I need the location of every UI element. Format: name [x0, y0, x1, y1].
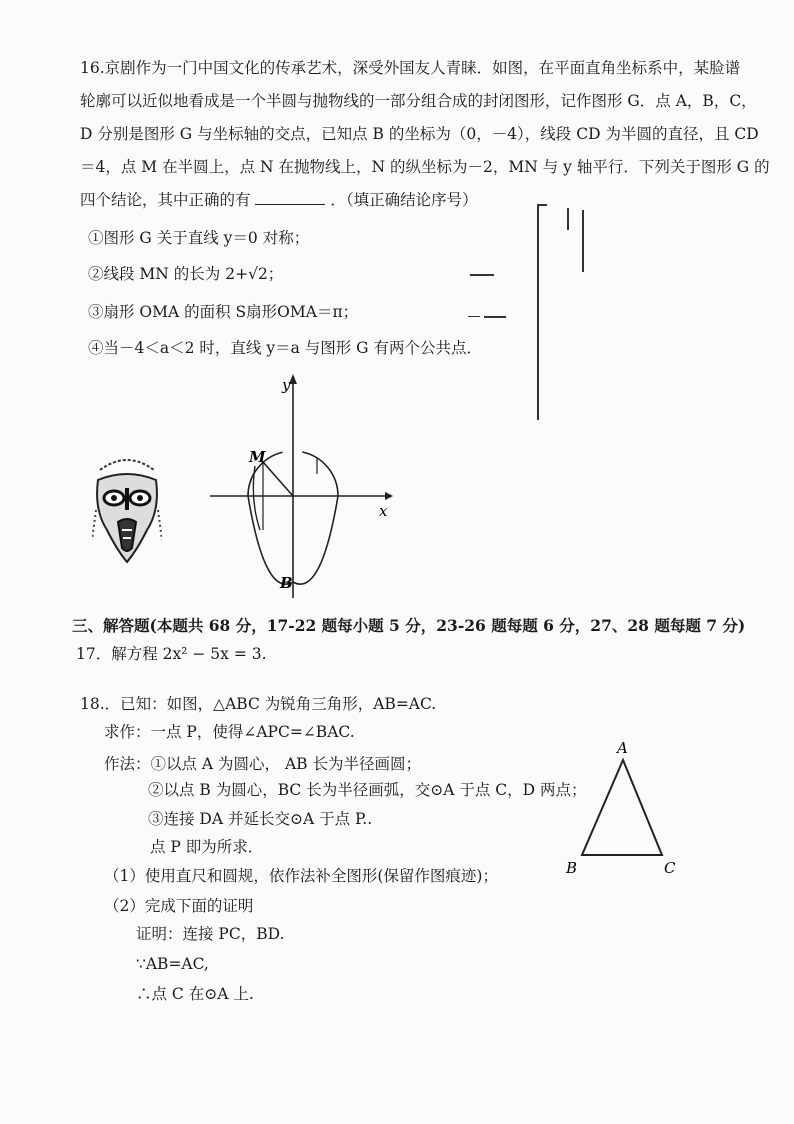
point-b-label: B: [280, 574, 293, 592]
q16-line-3: D 分别是图形 G 与坐标轴的交点，已知点 B 的坐标为（0，－4），线段 CD 为半圆的直径，且 CD: [80, 125, 759, 143]
q18-proof-because: ∵AB=AC,: [136, 955, 209, 973]
section-3-header: 三、解答题(本题共 68 分，17-22 题每小题 5 分，23-26 题每题 6 分，27、28 题每题 7 分): [72, 616, 746, 635]
y-axis-label: y: [282, 376, 291, 394]
q18-step-1: 作法：①以点 A 为圆心， AB 长为半径画圆；: [104, 755, 421, 773]
q18-conclusion: 点 P 即为所求．: [150, 838, 264, 856]
q16-option-2: ②线段 MN 的长为 2+√2；: [88, 265, 284, 283]
mn-segment-curve: [253, 466, 260, 530]
q18-construct: 求作：一点 P，使得∠APC=∠BAC.: [104, 723, 355, 741]
q18-proof-therefore: ∴点 C 在⊙A 上.: [136, 985, 254, 1003]
scan-artifact-line: [567, 208, 569, 230]
question-16: [80, 58, 770, 358]
q16-line-2: 轮廓可以近似地看成是一个半圆与抛物线的一部分组合成的封闭图形，记作图形 G．点 A，B，C，: [80, 92, 757, 110]
vertex-a-label: A: [617, 739, 628, 757]
radius-om: [263, 462, 293, 496]
q16-option-1: ①图形 G 关于直线 y＝0 对称；: [88, 229, 310, 247]
scan-artifact-line: [468, 316, 480, 317]
scan-artifact-line: [470, 274, 494, 276]
opera-mask-illustration: [92, 450, 162, 580]
scan-artifact-line: [582, 210, 584, 272]
vertex-c-label: C: [664, 859, 676, 877]
triangle-abc-figure: [560, 735, 690, 880]
q16-line-4: ＝4，点 M 在半圆上，点 N 在抛物线上，N 的纵坐标为－2，MN 与 y 轴平行．下列关于图形 G 的: [80, 158, 770, 176]
scan-artifact-line: [537, 204, 547, 206]
x-axis-label: x: [379, 502, 388, 520]
triangle-abc: [582, 760, 662, 855]
q18-proof-start: 证明：连接 PC，BD.: [136, 925, 285, 943]
q16-line-5-tail: ．（填正确结论序号）: [330, 191, 478, 209]
scan-artifact-line: [537, 204, 539, 420]
q18-step-2: ②以点 B 为圆心，BC 长为半径画弧，交⊙A 于点 C，D 两点；: [148, 781, 587, 799]
q18-step-3: ③连接 DA 并延长交⊙A 于点 P..: [148, 810, 373, 828]
q18-given: 18.．已知：如图，△ABC 为锐角三角形，AB=AC.: [80, 695, 437, 713]
q16-line-5-text: 四个结论，其中正确的有: [80, 191, 251, 209]
x-axis-arrow: [385, 492, 393, 500]
answer-blank: [255, 190, 325, 205]
q18-part-1: （1）使用直尺和圆规，依作法补全图形(保留作图痕迹)；: [104, 867, 498, 885]
vertex-b-label: B: [566, 859, 578, 877]
q16-option-4: ④当－4＜a＜2 时，直线 y＝a 与图形 G 有两个公共点．: [88, 339, 482, 357]
q16-line-5: [80, 190, 478, 210]
q16-option-3: ③扇形 OMA 的面积 S扇形OMA＝π；: [88, 303, 359, 321]
q18-part-2: （2）完成下面的证明: [104, 897, 254, 915]
q16-line-1: 16.京剧作为一门中国文化的传承艺术，深受外国友人青睐．如图，在平面直角坐标系中，某脸谱: [80, 59, 741, 77]
question-17: 17．解方程 2x² − 5x = 3.: [76, 645, 267, 663]
point-m-label: M: [249, 448, 266, 466]
figure-g-graph: [205, 370, 395, 600]
scan-artifact-line: [484, 316, 506, 318]
